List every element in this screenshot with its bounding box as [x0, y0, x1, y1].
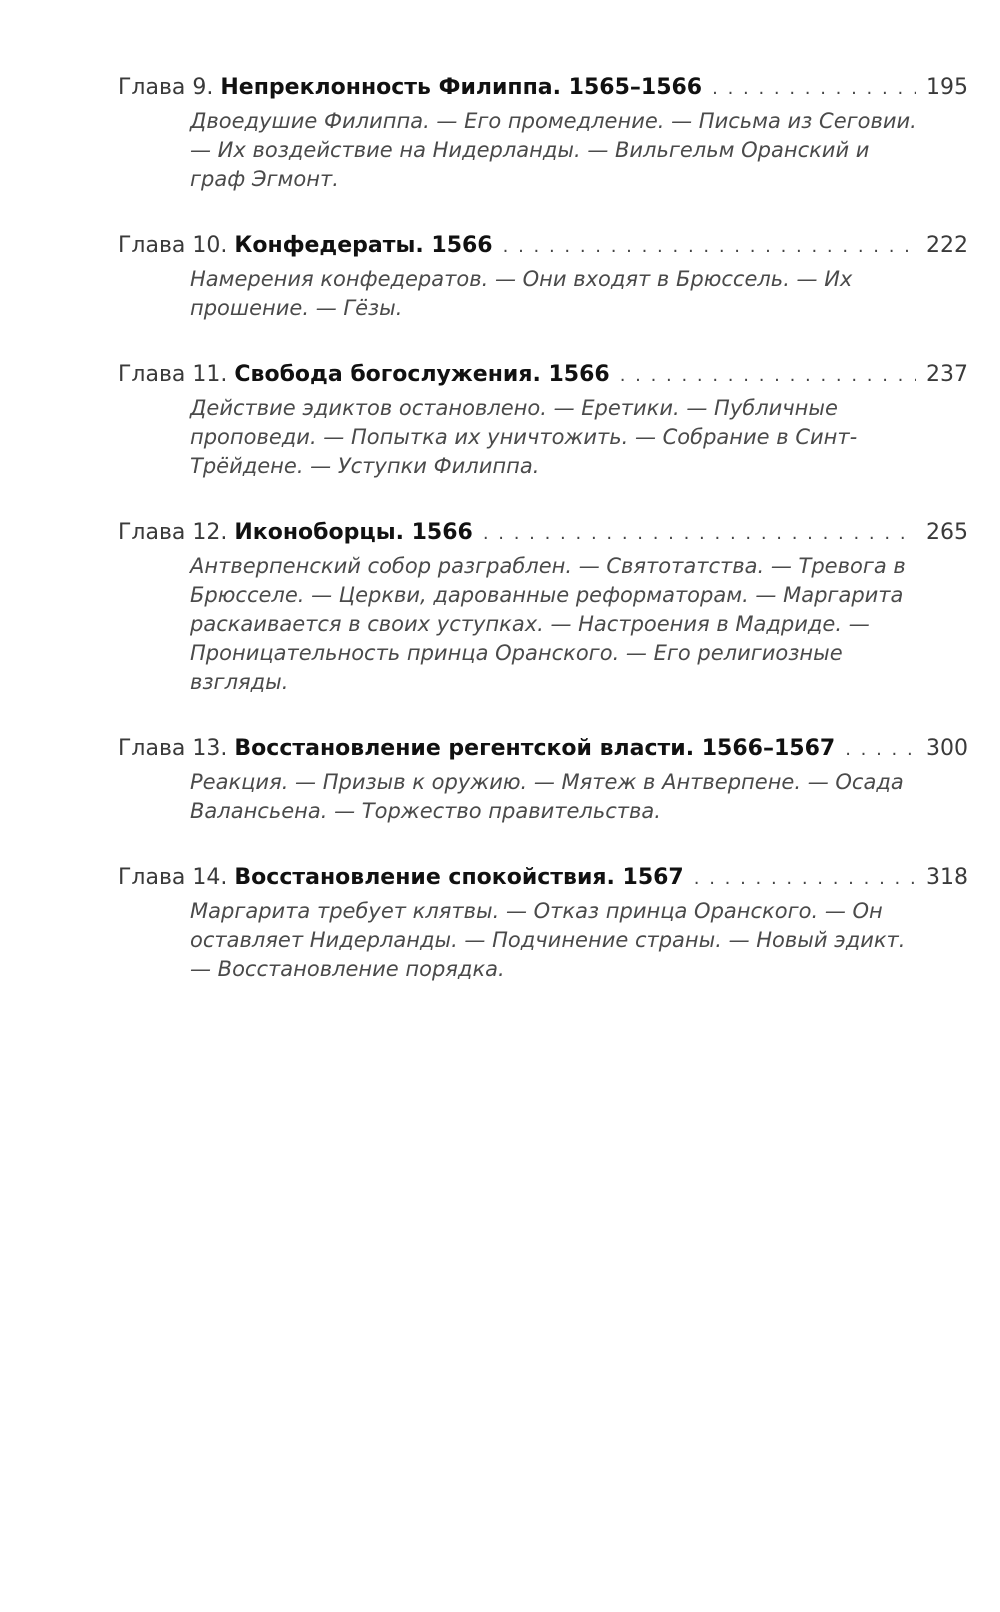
- chapter-title: Иконоборцы. 1566: [234, 520, 473, 545]
- toc-entry-heading: [118, 517, 968, 550]
- toc-entry-chapter-10: [118, 230, 968, 323]
- chapter-title: Конфедераты. 1566: [234, 233, 493, 258]
- dot-leader: [620, 360, 916, 392]
- chapter-label: Глава 12.: [118, 520, 228, 545]
- dot-leader: [483, 518, 916, 550]
- page-number: 237: [926, 362, 968, 387]
- dot-leader: [694, 863, 916, 895]
- page-number: 318: [926, 865, 968, 890]
- toc-entry-heading: [118, 230, 968, 263]
- page-number: 195: [926, 75, 968, 100]
- page-number: 222: [926, 233, 968, 258]
- chapter-label: Глава 14.: [118, 865, 228, 890]
- toc-entry-chapter-13: [118, 733, 968, 826]
- chapter-summary: Двоедушие Филиппа. — Его промедление. — Письма из Сеговии. — Их воздействие на Нидерланды. — Вильгельм Оранский и граф Эгмонт.: [190, 109, 917, 191]
- chapter-summary: Маргарита требует клятвы. — Отказ принца Оранского. — Он оставляет Нидерланды. — Подчинение страны. — Новый эдикт. — Восстановление порядка.: [190, 899, 906, 981]
- dot-leader: [503, 231, 916, 263]
- page-number: 265: [926, 520, 968, 545]
- chapter-label: Глава 13.: [118, 736, 228, 761]
- toc-entry-chapter-14: [118, 862, 968, 984]
- toc-entry-heading: [118, 733, 968, 766]
- page-number: 300: [926, 736, 968, 761]
- chapter-label: Глава 11.: [118, 362, 228, 387]
- chapter-title: Восстановление регентской власти. 1566–1567: [234, 736, 836, 761]
- toc-entry-heading: [118, 72, 968, 105]
- chapter-summary: Реакция. — Призыв к оружию. — Мятеж в Антверпене. — Осада Валансьена. — Торжество правительства.: [190, 770, 904, 823]
- chapter-label: Глава 9.: [118, 75, 214, 100]
- dot-leader: [712, 73, 916, 105]
- chapter-summary: Антверпенский собор разграблен. — Святотатства. — Тревога в Брюсселе. — Церкви, дарованные реформаторам. — Маргарита раскаивается в своих уступках. — Настроения в Мадриде. — Проницательность принца Оранского. — Его религиозные взгляды.: [190, 554, 906, 694]
- chapter-title: Восстановление спокойствия. 1567: [234, 865, 684, 890]
- toc-entry-chapter-11: [118, 359, 968, 481]
- toc-entry-chapter-12: [118, 517, 968, 697]
- chapter-title: Свобода богослужения. 1566: [234, 362, 610, 387]
- dot-leader: [845, 734, 916, 766]
- chapter-title: Непреклонность Филиппа. 1565–1566: [220, 75, 703, 100]
- toc-entry-heading: [118, 862, 968, 895]
- toc-entry-heading: [118, 359, 968, 392]
- chapter-label: Глава 10.: [118, 233, 228, 258]
- toc-entry-chapter-9: [118, 72, 968, 194]
- chapter-summary: Намерения конфедератов. — Они входят в Брюссель. — Их прошение. — Гёзы.: [190, 267, 853, 320]
- table-of-contents: [118, 72, 968, 1020]
- chapter-summary: Действие эдиктов остановлено. — Еретики. — Публичные проповеди. — Попытка их уничтожить. — Собрание в Синт-Трёйдене. — Уступки Филиппа.: [190, 396, 858, 478]
